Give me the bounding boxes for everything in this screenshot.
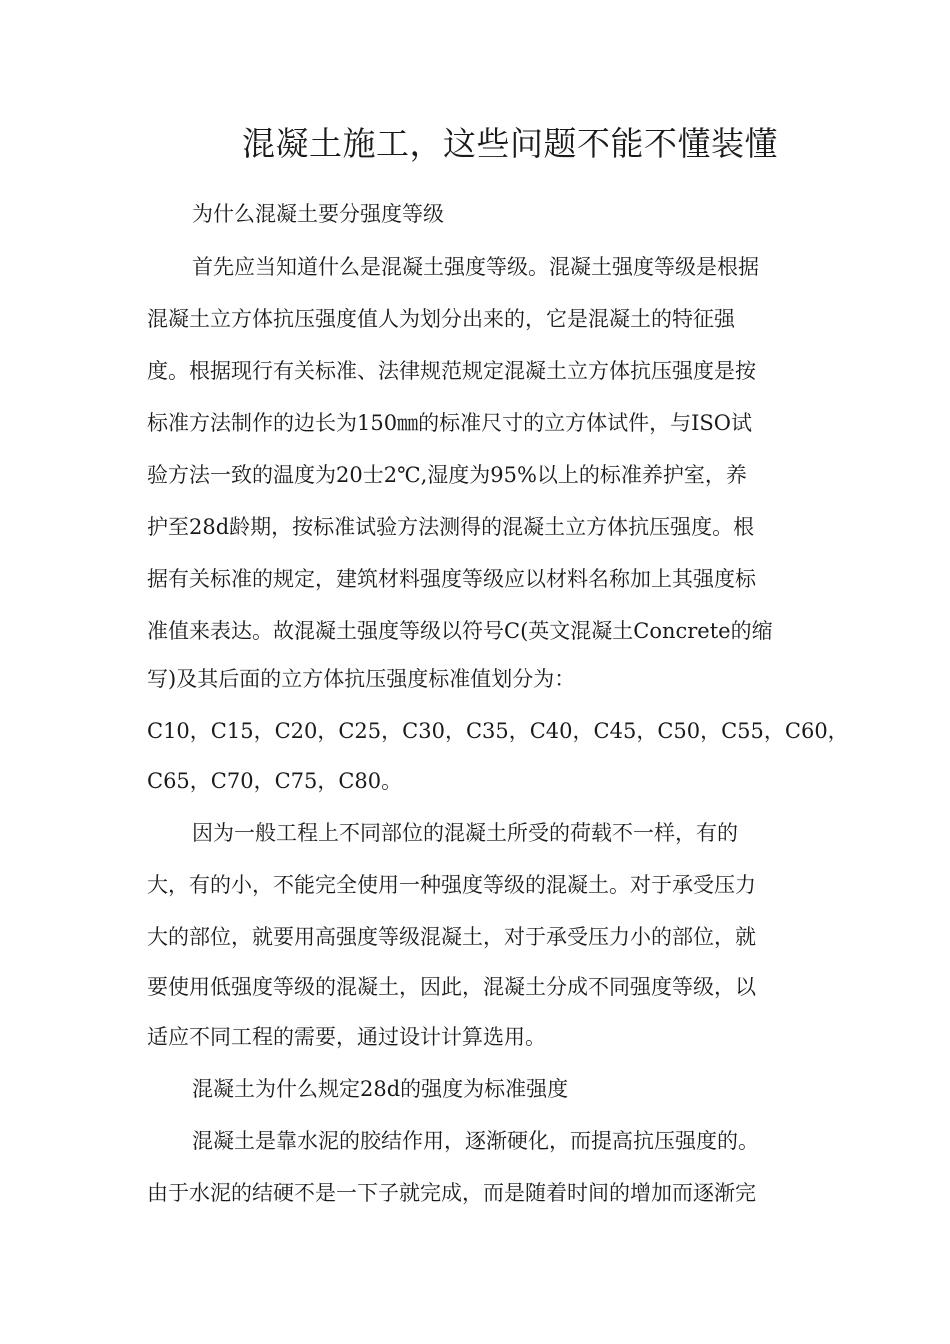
section-heading-28d-strength: 混凝土为什么规定28d的强度为标准强度	[192, 1077, 569, 1101]
paragraph-line: 首先应当知道什么是混凝土强度等级。混凝土强度等级是根据	[192, 255, 759, 279]
paragraph-line: 大，有的小，不能完全使用一种强度等级的混凝土。对于承受压力	[147, 873, 756, 897]
paragraph-line: 因为一般工程上不同部位的混凝土所受的荷载不一样，有的	[192, 821, 738, 845]
paragraph-line: 大的部位，就要用高强度等级混凝土，对于承受压力小的部位，就	[147, 925, 756, 949]
paragraph-line: 写)及其后面的立方体抗压强度标准值划分为：	[147, 667, 576, 691]
paragraph-line: 度。根据现行有关标准、法律规范规定混凝土立方体抗压强度是按	[147, 359, 756, 383]
document-title: 混凝土施工，这些问题不能不懂装懂	[242, 124, 778, 163]
paragraph-line: 据有关标准的规定，建筑材料强度等级应以材料名称加上其强度标	[147, 567, 756, 591]
paragraph-line: 混凝土立方体抗压强度值人为划分出来的，它是混凝土的特征强	[147, 307, 735, 331]
section-heading-strength-grades: 为什么混凝土要分强度等级	[192, 202, 444, 226]
paragraph-line: 护至28d龄期，按标准试验方法测得的混凝土立方体抗压强度。根	[147, 515, 755, 539]
paragraph-line: 标准方法制作的边长为150㎜的标准尺寸的立方体试件，与ISO试	[147, 411, 752, 435]
paragraph-line: 由于水泥的结硬不是一下子就完成，而是随着时间的增加而逐渐完	[147, 1181, 756, 1205]
paragraph-line: 准值来表达。故混凝土强度等级以符号C(英文混凝土Concrete的缩	[147, 619, 773, 643]
paragraph-line: 混凝土是靠水泥的胶结作用，逐渐硬化，而提高抗压强度的。	[192, 1129, 759, 1153]
paragraph-line: 验方法一致的温度为20士2℃,湿度为95%以上的标准养护室，养	[147, 463, 747, 487]
paragraph-line: 适应不同工程的需要，通过设计计算选用。	[147, 1025, 546, 1049]
paragraph-line: 要使用低强度等级的混凝土，因此，混凝土分成不同强度等级，以	[147, 975, 756, 999]
grade-list-line: C65，C70，C75，C80。	[147, 769, 403, 793]
grade-list-line: C10，C15，C20，C25，C30，C35，C40，C45，C50，C55，C60，	[147, 719, 849, 743]
